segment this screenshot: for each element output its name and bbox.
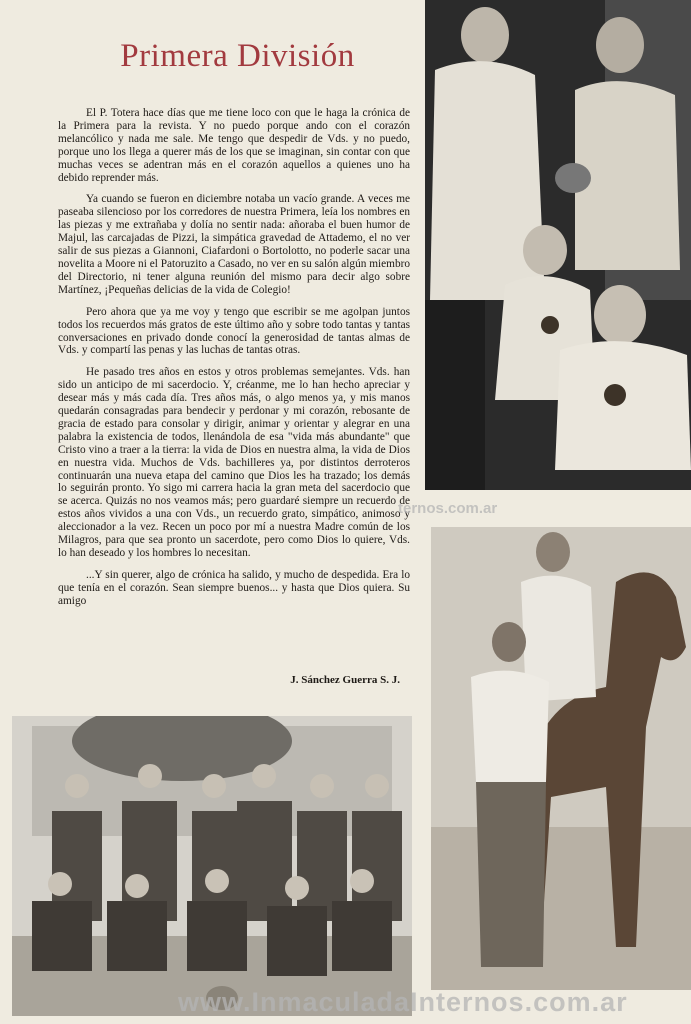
- football-team-image: [12, 716, 412, 1016]
- paragraph-3: Pero ahora que ya me voy y tengo que escribir se me agolpan juntos todos los recuerdos más gratos de este último año y sobre todo tantas y tantas conversaciones en privado donde conocí la generosidad de tantas almas de Vds. y compartí las penas y las luchas de tantas otras.: [58, 305, 410, 357]
- paragraph-4: He pasado tres años en estos y otros problemas semejantes. Vds. han sido un anticipo de mi sacerdocio. Y, créanme, me lo han hecho apreciar y desear más y más cada día. Tres años más, o algo menos ya, y mis manos quedarán consagradas para bendecir y perdonar y mi corazón, rebosante de gracia de estado para consolar y dirigir, animar y orientar y alegrar en una palabra la existencia de todos, llenándola de esa "vida más abundante" que Cristo vino a traer a la tierra: la vida de Dios en nuestra alma, la vida de Dios en nuestra vida. Muchos de Vds. bachilleres ya, por distintos derroteros continuarán una nueva etapa del camino que Dios les ha trazado; los demás lo seguirán pronto. Yo sigo mi carrera hacia la gran meta del sacerdocio que se acerca. Quizás no nos veamos más; pero guardaré siempre un recuerdo de estos años vividos a una con Vds., un recuerdo grato, simpático, animoso y aleccionador a la vez. Recen un poco por mí a nuestra Madre común de los Milagros, para que sea pronto un sacerdote, pero como Dios lo quiere, Vds. lo han deseado y los hombres lo necesitan.: [58, 366, 410, 559]
- watermark-middle: ternos.com.ar: [398, 500, 498, 517]
- paragraph-2: Ya cuando se fueron en diciembre notaba un vacío grande. A veces me paseaba silencioso por los corredores de nuestra Primera, leía los nombres en las piezas y me extrañaba y dolía no sentir nada: añoraba el buen humor de Majul, las carcajadas de Pizzi, la simpática gravedad de Attademo, el no ver salir de sus piezas a Giannoni, Ciafardoni o Bortolotto, no poderle sacar una novelita a Moore ni el Patoruzito a Casado, no ver en su salón algún miembro del Directorio, ni tener alguna reunión del mismo para decir algo sobre Martínez, ¡Pequeñas delicias de la vida de Colegio!: [58, 193, 410, 296]
- men-horse-image: [431, 527, 691, 990]
- photo-students-mate: [425, 0, 691, 490]
- students-mate-image: [425, 0, 691, 490]
- article-body: [58, 107, 410, 617]
- paragraph-1: El P. Totera hace días que me tiene loco con que le haga la crónica de la Primera para la revista. Y no puedo porque ando con el corazón melancólico y nada me sale. Me tengo que despedir de Vds. y no puedo, porque uno los llega a querer más de los que se imaginan, sin contar con que muchas veces se adentran más en el corazón aquellos a quienes uno ha debido reprender más.: [58, 107, 410, 184]
- photo-football-team: [12, 716, 412, 1016]
- signature: J. Sánchez Guerra S. J.: [290, 674, 400, 686]
- watermark-bottom: www.InmaculadaInternos.com.ar: [178, 987, 628, 1017]
- paragraph-5: ...Y sin querer, algo de crónica ha salido, y mucho de despedida. Era lo que tenía en el corazón. Sean siempre buenos... y hasta que Dios quiera. Su amigo: [58, 568, 410, 607]
- photo-men-horse: [431, 527, 691, 990]
- article-title: Primera División: [120, 38, 355, 74]
